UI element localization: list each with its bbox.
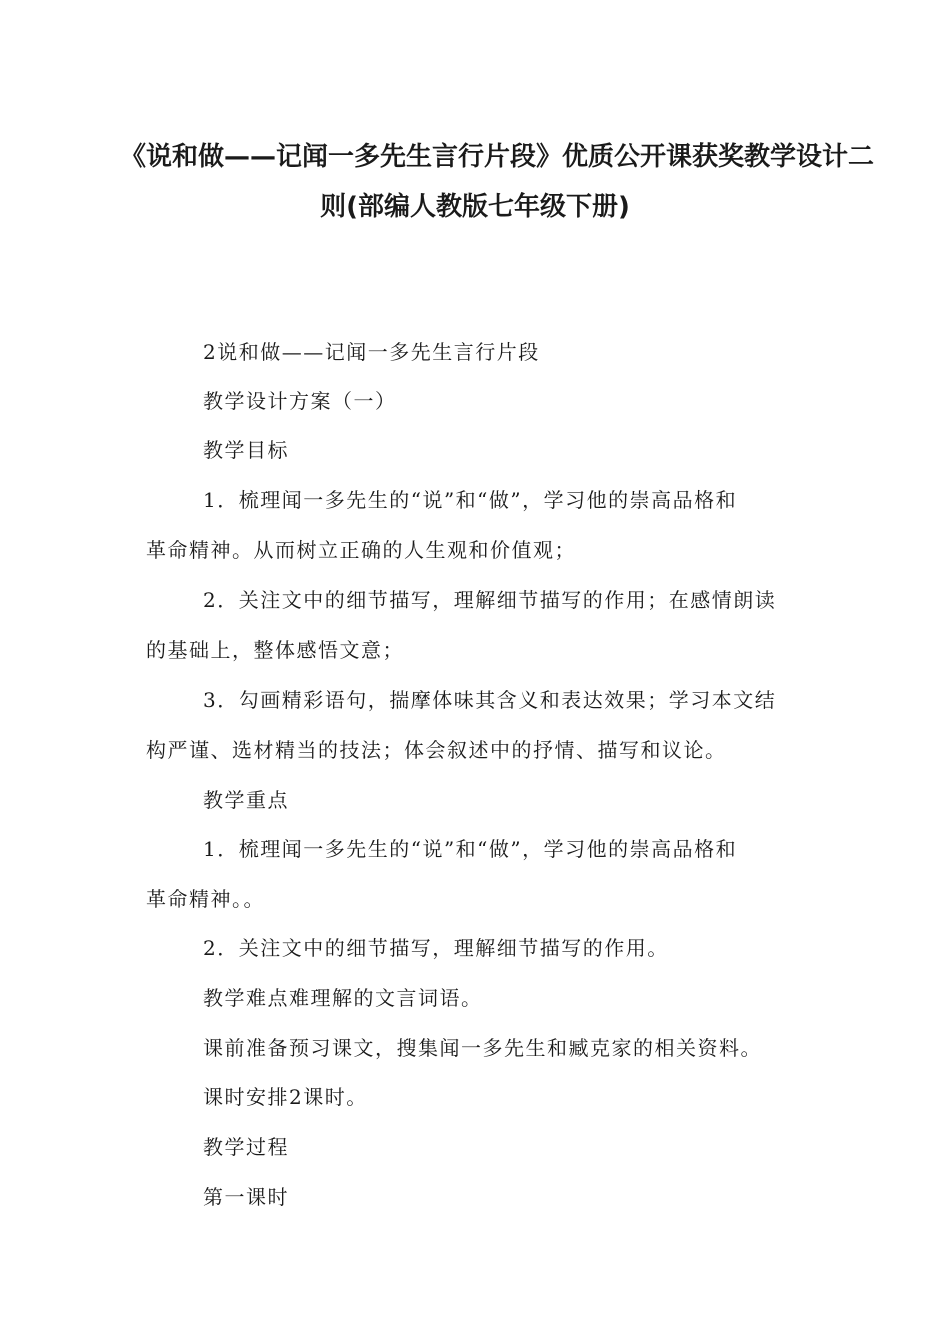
section-heading-key-points: 教学重点 xyxy=(203,788,289,812)
preparation-line: 课前准备预习课文，搜集闻一多先生和臧克家的相关资料。 xyxy=(203,1036,762,1060)
objective-2-line-1: 2．关注文中的细节描写，理解细节描写的作用；在感情朗读 xyxy=(203,588,777,612)
section-heading-plan-one: 教学设计方案（一） xyxy=(203,389,397,413)
document-title-line-2: 则(部编人教版七年级下册) xyxy=(320,192,630,222)
difficulty-line: 教学难点难理解的文言词语。 xyxy=(203,986,483,1010)
section-heading-objectives: 教学目标 xyxy=(203,438,289,462)
key-point-1-line-2: 革命精神。。 xyxy=(146,887,265,911)
section-heading-lesson: 2说和做——记闻一多先生言行片段 xyxy=(203,340,540,364)
key-point-1-line-1: 1．梳理闻一多先生的“说”和“做”，学习他的崇高品格和 xyxy=(203,837,738,861)
objective-3-line-1: 3．勾画精彩语句，揣摩体味其含义和表达效果；学习本文结 xyxy=(203,688,777,712)
document-title-line-1: 《说和做——记闻一多先生言行片段》优质公开课获奖教学设计二 xyxy=(120,142,875,172)
schedule-line: 课时安排2课时。 xyxy=(203,1085,368,1109)
objective-1-line-1: 1．梳理闻一多先生的“说”和“做”，学习他的崇高品格和 xyxy=(203,488,738,512)
key-point-2: 2．关注文中的细节描写，理解细节描写的作用。 xyxy=(203,936,669,960)
objective-2-line-2: 的基础上，整体感悟文意； xyxy=(146,638,404,662)
section-heading-first-period: 第一课时 xyxy=(203,1185,289,1209)
section-heading-process: 教学过程 xyxy=(203,1135,289,1159)
objective-3-line-2: 构严谨、选材精当的技法；体会叙述中的抒情、描写和议论。 xyxy=(146,738,727,762)
objective-1-line-2: 革命精神。从而树立正确的人生观和价值观； xyxy=(146,538,576,562)
